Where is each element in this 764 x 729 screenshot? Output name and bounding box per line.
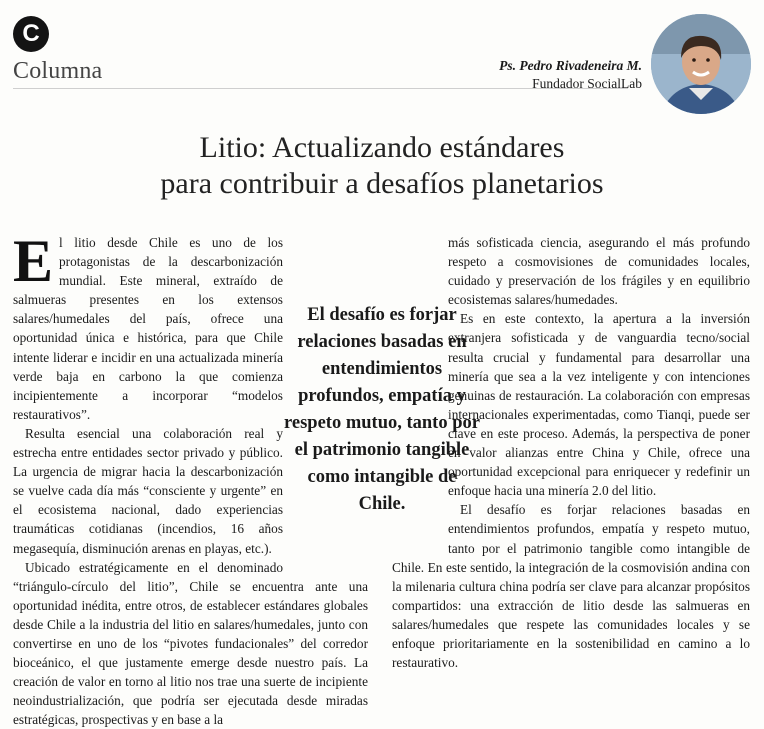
headline-line-2: para contribuir a desafíos planetarios: [160, 167, 604, 200]
paragraph: Es en este contexto, la apertura a la inversión extranjera sofisticada y de vanguardia tecno/social resulta crucial y fundamental para desarrollar una minería que sea a la vez inteligente y con intenciones genuinas de restauración. La colaboración con empresas internacionales experimentadas, como Tianqi, puede ser clave en este proceso. Además, la perspectiva de poner en valor alianzas entre China y Chile, ofrece una oportunidad excepcional para enriquecer y redefinir un enfoque hacia una minería 2.0 del litio.: [448, 311, 750, 499]
paragraph: El desafío es forjar relaciones basadas en entendimientos profundos, empatía y respeto mutuo, tanto por el patrimonio tangible como intangible de Chile. En este sentido, la integración de la cosmovisión andina con la milenaria cultura china podría ser clave para alcanzar propósitos compartidos: una extracción de litio desde las salmueras en salares/humedales que respete las comunidades locales y se enfoque prioritariamente en la sostenibilidad en camino a lo restaurativo.: [392, 502, 750, 671]
paragraph: más sofisticada ciencia, asegurando el más profundo respeto a cosmovisiones de comunidades locales, cuidado y preservación de los frágiles y en equilibrio ecosistemas salares/humedades.: [448, 235, 750, 308]
author-role: Fundador SocialLab: [532, 76, 642, 91]
paragraph: El litio desde Chile es uno de los protagonistas de la descarbonización mundial. Este mineral, extraído de salmueras presentes en los extensos salares/humedales del país, ofrece una oportunidad única e histórica, para que Chile intente liderar e incidir en una actualizada minería verde baja en carbono la que comienza incipientemente a incorporar “modelos restaurativos”.: [13, 228, 283, 422]
column-logo: C: [13, 16, 49, 52]
author-portrait-icon: [651, 14, 751, 114]
headline-line-1: Litio: Actualizando estándares: [199, 131, 565, 164]
author-photo: [651, 14, 751, 114]
drop-cap: E: [13, 228, 54, 294]
paragraph: Resulta esencial una colaboración real y estrecha entre entidades sector privado y público. La urgencia de migrar hacia la descarbonización se vuelve cada día más “consciente y urgente” en el ecosistema nacional, dado experiencias traumáticas cotidianas (incendios, 16 años megasequía, disminución arenas en playas, etc.).: [13, 425, 283, 556]
pull-quote: El desafío es forjar relaciones basadas en entendimientos profundos, empatía y respeto mutuo, tanto por el patrimonio tangible como intangible de Chile.: [284, 305, 480, 514]
author-byline: [499, 57, 642, 93]
author-name: Ps. Pedro Rivadeneira M.: [499, 58, 642, 73]
section-label: Columna: [13, 58, 103, 84]
headline: [0, 130, 764, 202]
paragraph: Ubicado estratégicamente en el denominado “triángulo-círculo del litio”, Chile se encuentra ante una oportunidad inédita, entre otros, de establecer estándares globales desde Chile a la industria del litio en salares/humedales, junto con convertirse en uno de los “pivotes fundacionales” del corredor bioceánico, el que justamente emerge desde nuestro país. La creación de valor en torno al litio nos trae una suerte de incipiente neoindustrialización, que podría ser ejecutada desde miradas estratégicas, prospectivas y en base a la: [13, 559, 368, 728]
